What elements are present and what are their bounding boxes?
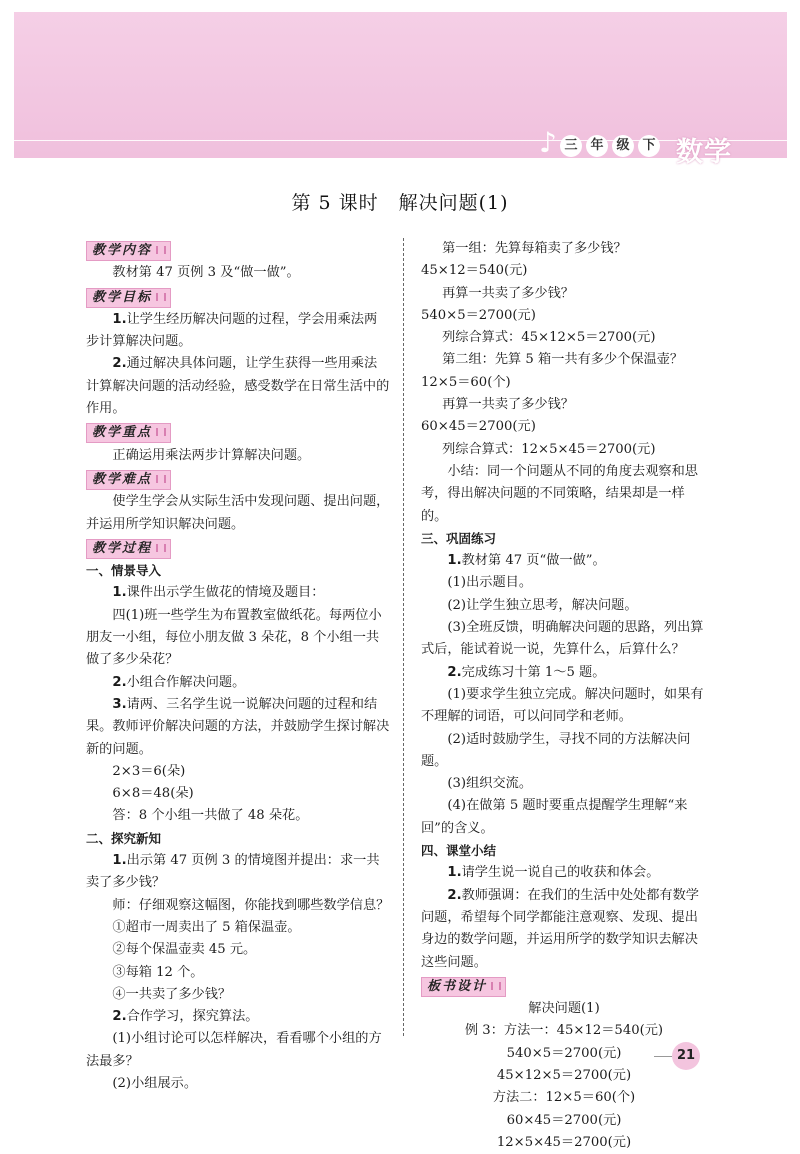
board-line-3: 45×12×5＝2700(元) [496,1067,632,1083]
goal-2-text: 通过解决具体问题，让学生获得一些用乘法计算解决问题的活动经验，感受数学在日常生活中的作用。 [86,356,390,417]
board-title: 解决问题(1) [528,1001,600,1017]
subject-title: 数学 [676,137,732,168]
info-4: ④一共卖了多少钱？ [112,986,232,1002]
goal-1-number: 1. [112,311,127,327]
grade-char-4: 下 [638,135,660,157]
step-2-1-number: 1. [112,853,127,869]
summary-text: 小结：同一个问题从不同的角度去观察和思考，得出解决问题的不同策略，结果却是一样的。 [421,463,698,524]
group-1-eq2: 540×5＝2700(元) [421,307,536,323]
closing-1 [421,862,707,884]
group-2-eq2: 60×45＝2700(元) [421,419,536,435]
practice-2 [421,662,707,684]
section-tag-difficulty: 教学难点 [86,470,171,490]
group-1-line: 第一组：先算每箱卖了多少钱？ [442,241,627,256]
goal-1-text: 让学生经历解决问题的过程，学会用乘法两步计算解决问题。 [86,311,378,350]
section-tag-goals: 教学目标 [86,288,171,308]
group-1-then: 再算一共卖了多少钱？ [442,285,574,301]
step-1-2 [86,672,390,694]
step-2-2-number: 2. [112,1009,127,1025]
closing-1-number: 1. [447,865,462,881]
step-2-2 [86,1006,390,1028]
right-column [421,238,707,1154]
goal-1 [86,309,390,354]
info-3: ③每箱 12 个。 [112,964,204,980]
practice-2a: (1)要求学生独立完成。解决问题时，如果有不理解的词语，可以问同学和老师。 [421,686,704,725]
board-line-1: 例 3：方法一：45×12＝540(元) [464,1023,664,1039]
board-line-4: 方法二：12×5＝60(个) [492,1090,636,1106]
group-2-line: 第二组：先算 5 箱一共有多少个保温壶？ [442,352,684,368]
step-1-3-number: 3. [112,696,127,712]
goal-2-number: 2. [112,356,127,372]
step-1-3-text: 请两、三名学生说一说解决问题的过程和结果。教师评价解决问题的方法，并鼓励学生探讨解决新的问题。 [86,696,390,757]
step-1-1-number: 1. [112,585,127,601]
column-divider [403,238,404,1036]
practice-1-number: 1. [447,553,462,569]
step-1-1 [86,582,390,604]
closing-2 [421,885,707,974]
content-text: 教材第 47 页例 3 及“做一做”。 [112,265,300,281]
music-note-icon: ♪ [539,126,557,159]
step-2-2-text: 合作学习，探究算法。 [126,1009,259,1025]
practice-2c: (3)组织交流。 [447,776,533,792]
group-2-then: 再算一共卖了多少钱？ [442,397,574,413]
left-column [86,238,390,1095]
grade-char-1: 三 [560,135,582,157]
step-1-2-number: 2. [112,674,127,690]
page-number-rule [654,1056,672,1057]
section-heading-intro: 一、情景导入 [86,563,162,579]
closing-2-text: 教师强调：在我们的生活中处处都有数学问题，希望每个同学都能注意观察、发现、提出身边的数学问题，并运用所学的数学知识去解决这些问题。 [421,887,699,970]
step-2-2a: (1)小组讨论可以怎样解决，看看哪个小组的方法最多？ [86,1031,382,1069]
step-2-1-text: 出示第 47 页例 3 的情境图并提出：求一共卖了多少钱？ [86,853,380,891]
practice-1 [421,550,707,572]
section-heading-explore: 二、探究新知 [86,830,162,846]
closing-2-number: 2. [447,887,462,903]
practice-2d: (4)在做第 5 题时要重点提醒学生理解“来回”的含义。 [421,798,688,836]
board-line-2: 540×5＝2700(元) [506,1045,622,1061]
step-1-2-text: 小组合作解决问题。 [126,674,246,690]
board-line-6: 12×5×45＝2700(元) [496,1134,632,1150]
section-heading-practice: 三、巩固练习 [421,530,497,546]
board-line-5: 60×45＝2700(元) [506,1112,622,1128]
page-number-badge [654,1042,704,1070]
practice-2-text: 完成练习十第 1～5 题。 [461,664,606,680]
practice-1a: (1)出示题目。 [447,575,533,591]
closing-1-text: 请学生说一说自己的收获和体会。 [461,865,660,881]
step-2-1 [86,850,390,895]
practice-2b: (2)适时鼓励学生，寻找不同的方法解决问题。 [421,731,691,769]
teacher-question: 师：仔细观察这幅图，你能找到哪些数学信息？ [112,897,390,913]
section-heading-summary: 四、课堂小结 [421,843,497,859]
group-1-combined: 列综合算式：45×12×5＝2700(元) [442,330,656,346]
step-2-2b: (2)小组展示。 [112,1075,198,1091]
group-2-eq1: 12×5＝60(个) [421,374,511,390]
practice-1-text: 教材第 47 页“做一做”。 [461,553,606,569]
answer-text: 答：8 个小组一共做了 48 朵花。 [112,808,309,824]
equation-2: 6×8＝48(朵) [112,786,194,802]
group-2-combined: 列综合算式：12×5×45＝2700(元) [442,441,656,457]
section-tag-key: 教学重点 [86,423,171,443]
section-tag-board: 板书设计 [421,977,506,997]
lesson-title: 第 5 课时 解决问题(1) [291,192,509,214]
page-number: 21 [672,1042,700,1070]
step-1-3 [86,694,390,761]
info-1: ①超市一周卖出了 5 箱保温壶。 [112,919,301,935]
practice-1b: (2)让学生独立思考，解决问题。 [447,597,638,613]
practice-1c: (3)全班反馈，明确解决问题的思路，列出算式后，能试着说一说，先算什么，后算什么？ [421,620,704,658]
practice-2-number: 2. [447,664,462,680]
grade-char-2: 年 [586,135,608,157]
group-1-eq1: 45×12＝540(元) [421,263,528,279]
key-point-text: 正确运用乘法两步计算解决问题。 [112,447,311,463]
info-2: ②每个保温壶卖 45 元。 [112,942,257,958]
header-banner [14,12,787,168]
section-tag-process: 教学过程 [86,539,171,559]
difficulty-text: 使学生学会从实际生活中发现问题、提出问题，并运用所学知识解决问题。 [86,494,390,532]
goal-2 [86,353,390,420]
equation-1: 2×3＝6(朵) [112,763,186,779]
section-tag-content: 教学内容 [86,241,171,261]
step-1-1-text: 课件出示学生做花的情境及题目： [126,585,325,601]
grade-char-3: 级 [612,135,634,157]
intro-problem: 四(1)班一些学生为布置教室做纸花。每两位小朋友一小组，每位小朋友做 3 朵花，8 个小组一共做了多少朵花？ [86,607,382,668]
